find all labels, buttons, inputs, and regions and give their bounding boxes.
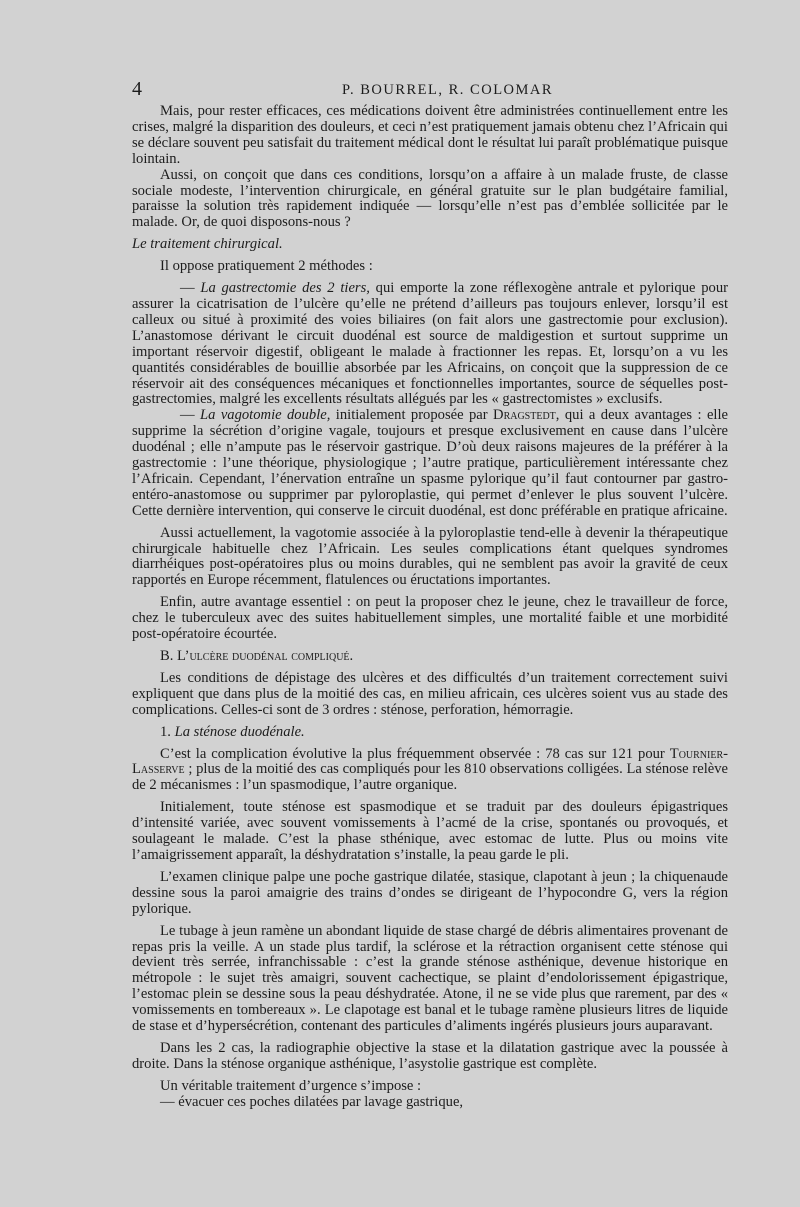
heading-number: 1. bbox=[160, 723, 175, 740]
paragraph: — évacuer ces poches dilatées par lavage gastrique, bbox=[160, 1093, 464, 1110]
paragraph: Dans les 2 cas, la radiographie objective la stase et la dilatation gastrique avec la poussée à droite. Dans la sténose organique asthénique, l’asystolie gastrique est complète. bbox=[132, 1039, 728, 1072]
paragraph: Aussi, on conçoit que dans ces conditions, lorsqu’on a affaire à un malade fruste, de classe sociale modeste, l’intervention chirurgicale, en général gratuite sur le plan budgétaire familial, paraisse la solution très rapidement indiquée — lorsqu’elle n’est pas d’emblée sollicitée par le malade. Or, de quoi disposons-nous ? bbox=[132, 166, 728, 231]
paragraph: L’examen clinique palpe une poche gastrique dilatée, stasique, clapotant à jeun ; la chiquenaude dessine sous la paroi amaigrie des trains d’ondes se dirigeant de l’hypocondre G, vers la région pylorique. bbox=[132, 868, 728, 917]
page-number: 4 bbox=[132, 78, 142, 100]
section-heading: Le traitement chirurgical. bbox=[132, 236, 283, 253]
subsection-heading bbox=[132, 725, 728, 741]
body-text bbox=[132, 104, 728, 1111]
paragraph: Enfin, autre avantage essentiel : on peut la proposer chez le jeune, chez le travailleur de force, chez le tuberculeux avec des suites habituellement simples, une mortalité faible et une morbidité post-opératoire écourtée. bbox=[132, 594, 728, 643]
paragraph-vagotomy bbox=[132, 408, 728, 519]
author-name: Tournier-Lasserve bbox=[132, 745, 728, 778]
author-name: Dragstedt bbox=[493, 407, 556, 424]
text: initialement proposée par bbox=[330, 407, 494, 424]
dash: — bbox=[180, 280, 201, 297]
paragraph: Le tubage à jeun ramène un abondant liquide de stase chargé de débris alimentaires provenant de repas pris la veille. A un stade plus tardif, la sclérose et la rétraction organisent cette sténose qui devient très serrée, infranchissable : c’est la grande sténose asthénique, devenue historique en métropole : le sujet très amaigri, souvent cachectique, se plaint d’endolorissement épigastrique, l’estomac plein se dessine sous la peau déshydratée. Atone, il ne se vide plus que rarement, par des « vomissements en tombereaux ». Le clapotage est banal et le tubage ramène plusieurs litres de liquide de stase et d’hypersécrétion, contenant des particules d’aliments ingérés plusieurs jours auparavant. bbox=[132, 922, 728, 1035]
text: qui emporte la zone réflexogène antrale et pylorique pour assurer la cicatrisation de l’ulcère qu’elle ne prétend d’ailleurs pas toujours enlever, lorsqu’il est calleux ou situé à proximité des voies biliaires (on fait alors une gastrectomie pour exclusion). L’anastomose dérivant le circuit duodénal est source de maldigestion et surtout supprime un important réservoir digestif, obligeant le malade à fractionner les repas. Et, lorsqu’on a vu les quantités considérables de bouillie absorbée par les Africains, on conçoit que la suppression de ce réservoir ait des conséquences mécaniques et fonctionnelles importantes, source de séquelles post-gastrectomies, malgré les excellents résultats allégués par les « gastrectomistes » exclusifs. bbox=[132, 280, 728, 408]
running-head: P. BOURREL, R. COLOMAR bbox=[342, 82, 554, 98]
text: C’est la complication évolutive la plus fréquemment observée : 78 cas sur 121 pour bbox=[160, 745, 670, 762]
term-vagotomy: La vagotomie double, bbox=[200, 407, 331, 424]
paragraph: Il oppose pratiquement 2 méthodes : bbox=[160, 258, 373, 275]
paragraph-gastrectomy bbox=[132, 281, 728, 408]
paragraph bbox=[132, 747, 728, 795]
dash: — bbox=[180, 407, 200, 424]
page-header bbox=[132, 78, 732, 102]
paragraph: Aussi actuellement, la vagotomie associée à la pyloroplastie tend-elle à devenir la thérapeutique chirurgicale habituelle chez l’Africain. Les seules complications étant quelques syndromes diarrhéiques post-opératoires plus ou moins durables, qui ne semblent pas avoir la gravité de ceux rapportés en Europe récemment, flatulences ou éructations importantes. bbox=[132, 524, 728, 589]
heading-text: B. L’ulcère duodénal compliqué. bbox=[160, 648, 354, 664]
paragraph: Les conditions de dépistage des ulcères et des difficultés d’un traitement correctement suivi expliquent que dans plus de la moitié des cas, en milieu africain, ces ulcères soient vus au stade des complications. Celles-ci sont de 3 ordres : sténose, perforation, hémorragie. bbox=[132, 669, 728, 718]
paragraph: Initialement, toute sténose est spasmodique et se traduit par des douleurs épigastriques d’intensité variée, avec souvent vomissements à l’acmé de la crise, spontanés ou provoqués, et soulageant le malade. C’est la phase sthénique, avec estomac de lutte. Plus ou moins vite l’amaigrissement apparaît, la déshydratation s’installe, la peau garde le pli. bbox=[132, 799, 728, 863]
section-heading-b bbox=[132, 649, 728, 665]
text: , qui a deux avantages : elle supprime la sécrétion d’origine vagale, toujours et presque exclusivement en cause dans l’ulcère duodénal ; elle n’ampute pas le réservoir gastrique. D’où deux raisons majeures de la préférer à la gastrectomie : l’une théorique, physiologique ; l’autre pratique, particulièrement intéressante chez l’Africain. Cependant, l’énervation entraîne un spasme pylorique qu’il faut contourner par gastro-entéro-anastomose ou supprimer par pyloroplastie, qui permet d’enlever le plus souvent l’ulcère. Cette dernière intervention, qui conserve le circuit duodénal, est donc préférable en pratique africaine. bbox=[132, 407, 729, 519]
heading-text: La sténose duodénale. bbox=[174, 723, 305, 740]
paragraph: Mais, pour rester efficaces, ces médications doivent être administrées continuellement entre les crises, malgré la disparition des douleurs, et ceci n’est pratiquement jamais obtenu chez l’Africain qui se déclare souvent peu satisfait du traitement médical dont le résultat lui paraît problématique puisque lointain. bbox=[132, 103, 728, 167]
term-gastrectomy: La gastrectomie des 2 tiers, bbox=[200, 280, 370, 297]
text: ; plus de la moitié des cas compliqués pour les 810 observations colligées. La sténose relève de 2 mécanismes : l’un spasmodique, l’autre organique. bbox=[132, 761, 728, 794]
paragraph: Un véritable traitement d’urgence s’impose : bbox=[160, 1077, 422, 1094]
